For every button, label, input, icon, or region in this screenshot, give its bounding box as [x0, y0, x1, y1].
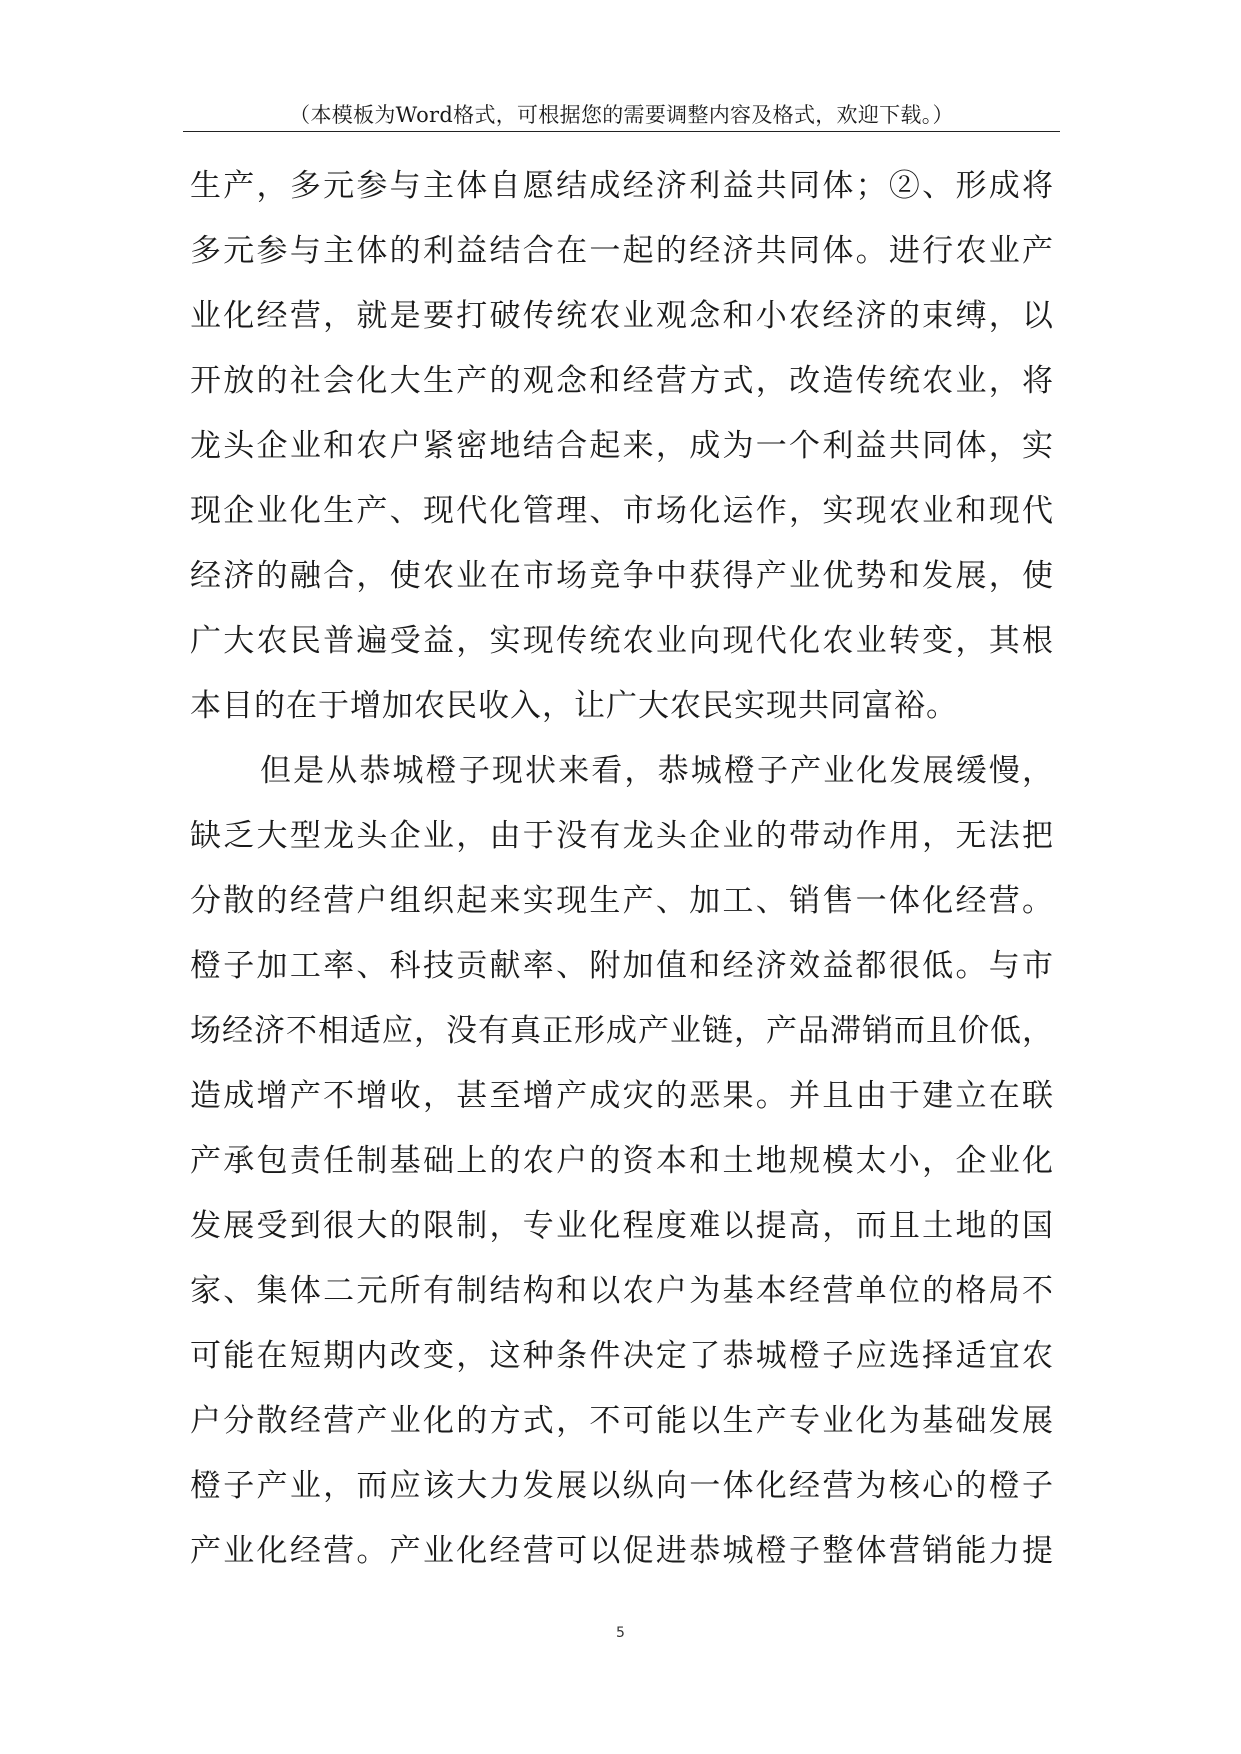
text-line: 本目的在于增加农民收入，让广大农民实现共同富裕。	[190, 688, 958, 724]
document-body	[190, 154, 1054, 1584]
text-line: 橙子加工率、科技贡献率、附加值和经济效益都很低。与市	[190, 948, 1054, 984]
text-line: 橙子产业，而应该大力发展以纵向一体化经营为核心的橙子	[190, 1468, 1054, 1504]
text-line: 开放的社会化大生产的观念和经营方式，改造传统农业，将	[190, 363, 1054, 399]
paragraph-1	[190, 154, 1054, 739]
header-divider	[183, 131, 1060, 132]
page-header-note: （本模板为Word格式，可根据您的需要调整内容及格式，欢迎下载。）	[289, 103, 954, 127]
text-line: 多元参与主体的利益结合在一起的经济共同体。进行农业产	[190, 233, 1054, 269]
text-line: 产承包责任制基础上的农户的资本和土地规模太小，企业化	[190, 1143, 1054, 1179]
text-line: 场经济不相适应，没有真正形成产业链，产品滞销而且价低，	[190, 1013, 1054, 1049]
text-line: 可能在短期内改变，这种条件决定了恭城橙子应选择适宜农	[190, 1338, 1054, 1374]
text-line: 发展受到很大的限制，专业化程度难以提高，而且土地的国	[190, 1208, 1054, 1244]
text-line: 生产，多元参与主体自愿结成经济利益共同体；②、形成将	[190, 168, 1054, 204]
text-line: 缺乏大型龙头企业，由于没有龙头企业的带动作用，无法把	[190, 818, 1054, 854]
page-number: 5	[616, 1625, 625, 1641]
text-line: 分散的经营户组织起来实现生产、加工、销售一体化经营。	[190, 883, 1054, 919]
text-line: 广大农民普遍受益，实现传统农业向现代化农业转变，其根	[190, 623, 1054, 659]
text-line: 现企业化生产、现代化管理、市场化运作，实现农业和现代	[190, 493, 1054, 529]
text-line: 经济的融合，使农业在市场竞争中获得产业优势和发展，使	[190, 558, 1054, 594]
text-line: 产业化经营。产业化经营可以促进恭城橙子整体营销能力提	[190, 1533, 1054, 1569]
text-line: 龙头企业和农户紧密地结合起来，成为一个利益共同体，实	[190, 428, 1054, 464]
text-line: 家、集体二元所有制结构和以农户为基本经营单位的格局不	[190, 1273, 1054, 1309]
text-line: 但是从恭城橙子现状来看，恭城橙子产业化发展缓慢，	[260, 753, 1054, 789]
paragraph-2	[190, 739, 1054, 1584]
text-line: 户分散经营产业化的方式，不可能以生产专业化为基础发展	[190, 1403, 1054, 1439]
text-line: 造成增产不增收，甚至增产成灾的恶果。并且由于建立在联	[190, 1078, 1054, 1114]
text-line: 业化经营，就是要打破传统农业观念和小农经济的束缚，以	[190, 298, 1054, 334]
